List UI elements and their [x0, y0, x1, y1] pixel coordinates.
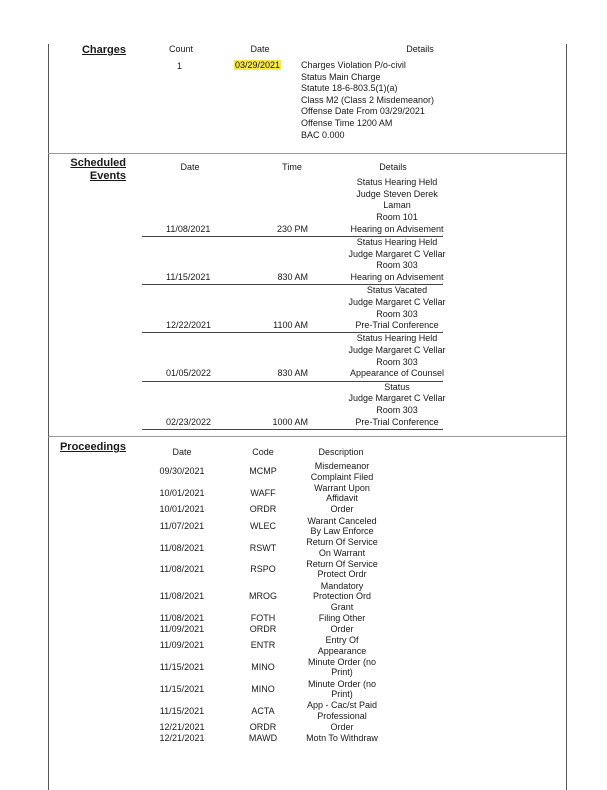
proceeding-code: WLEC [249, 520, 276, 531]
left-border [48, 44, 49, 790]
event-detail-line: Room 303 [376, 308, 418, 319]
proceeding-date: 11/15/2021 [159, 705, 205, 716]
event-date: 11/08/2021 [166, 223, 211, 234]
proceeding-description-line: Warant Canceled [307, 515, 377, 526]
proceeding-date: 12/21/2021 [159, 721, 205, 732]
event-details [337, 285, 457, 332]
proceeding-date: 11/08/2021 [159, 564, 205, 575]
event-detail-line: Room 101 [376, 212, 418, 223]
event-detail-line: Hearing on Advisement [350, 272, 444, 282]
event-date: 11/15/2021 [166, 272, 211, 282]
proceeding-description-line: Appearance [317, 645, 367, 656]
proceeding-date: 11/09/2021 [159, 624, 205, 634]
events-time-header: Time [282, 162, 302, 172]
proceeding-description [297, 624, 387, 635]
event-detail-line: Judge Steven Derek [356, 188, 438, 199]
events-title-line1: Scheduled [70, 157, 126, 169]
proceeding-code: ORDR [249, 721, 277, 732]
proceeding-description [297, 700, 387, 721]
event-time: 1100 AM [273, 320, 308, 331]
proceeding-code: WAFF [250, 488, 276, 498]
event-detail-line: Pre-Trial Conference [355, 416, 439, 427]
proceeding-description-line: Warrant Upon [314, 482, 370, 493]
proceeding-description-line: App - Cac/st Paid [306, 700, 378, 711]
proceeding-date: 11/15/2021 [159, 662, 205, 673]
proceeding-date: 11/07/2021 [159, 520, 205, 531]
event-detail-line: Judge Margaret C Vellar [348, 345, 446, 355]
event-detail-line: Pre-Trial Conference [355, 320, 439, 331]
charge-detail-line: Class M2 (Class 2 Misdemeanor) [301, 94, 435, 105]
proceeding-description-line: Motn To Withdraw [306, 733, 378, 743]
proceeding-date: 11/09/2021 [159, 640, 205, 651]
event-detail-line: Status Vacated [366, 285, 428, 296]
charge-detail-line: Status Main Charge [301, 71, 381, 82]
proceeding-description-line: Order [330, 721, 354, 732]
proceeding-description-line: By Law Enforce [310, 526, 374, 537]
proceeding-description [297, 559, 387, 580]
proceeding-description [297, 722, 387, 733]
charges-date-header: Date [250, 44, 270, 54]
proceeding-code: FOTH [250, 612, 276, 623]
proceeding-description-line: Order [330, 504, 354, 515]
proceeding-description [297, 516, 387, 537]
event-detail-line: Judge Margaret C Vellar [348, 296, 446, 307]
proceeding-description-line: Entry Of [325, 635, 359, 646]
proceeding-description [297, 504, 387, 515]
event-date: 01/05/2022 [166, 368, 212, 379]
proceeding-description-line: Complaint Filed [310, 471, 374, 482]
proceeding-code: MROG [249, 591, 277, 602]
proceeding-description [297, 537, 387, 558]
charges-details-header: Details [406, 44, 434, 54]
proceeding-description [297, 635, 387, 656]
charges-title: Charges [81, 44, 126, 56]
event-time: 230 PM [276, 223, 308, 234]
proceedings-code-header: Code [252, 447, 274, 457]
event-time: 830 AM [277, 272, 308, 282]
proceeding-description-line: Return Of Service [306, 558, 378, 569]
charge-detail-line: Statute 18-6-803.5(1)(a) [301, 83, 398, 94]
event-detail-line: Status Hearing Held [356, 177, 438, 187]
proceeding-code: MINO [251, 683, 275, 694]
proceeding-description [297, 679, 387, 700]
proceeding-description-line: On Warrant [318, 547, 366, 558]
proceeding-code: RSPO [250, 564, 276, 575]
proceeding-description [297, 657, 387, 678]
proceeding-date: 11/15/2021 [159, 683, 205, 694]
event-time: 1000 AM [272, 416, 308, 427]
event-detail-line: Status Hearing Held [356, 333, 438, 344]
event-details [337, 237, 457, 284]
event-detail-line: Status Hearing Held [356, 236, 438, 247]
event-detail-line: Room 303 [376, 404, 418, 415]
proceeding-description-line: Grant [330, 601, 354, 612]
event-detail-line: Room 303 [376, 260, 418, 271]
events-date-header: Date [180, 162, 200, 172]
proceeding-code: MAWD [248, 733, 278, 743]
proceeding-description-line: Filing Other [318, 612, 366, 623]
event-detail-line: Hearing on Advisement [350, 223, 444, 234]
proceeding-description [297, 581, 387, 613]
event-detail-line: Laman [383, 200, 411, 211]
proceeding-description-line: Print) [331, 689, 353, 700]
charge-detail-line: Offense Date From 03/29/2021 [301, 106, 425, 117]
proceeding-description-line: Order [330, 624, 354, 634]
proceeding-date: 11/08/2021 [159, 542, 205, 553]
proceeding-date: 12/21/2021 [159, 733, 205, 743]
proceeding-code: MCMP [249, 466, 277, 477]
proceeding-date: 10/01/2021 [159, 504, 205, 515]
event-detail-line: Judge Margaret C Vellar [348, 393, 446, 404]
event-detail-line: Judge Margaret C Vellar [348, 248, 446, 259]
section-divider [48, 153, 566, 154]
events-title-line2: Events [89, 170, 126, 182]
event-details [337, 333, 457, 380]
proceeding-description-line: Minute Order (no [307, 678, 377, 689]
proceeding-description-line: Protect Ordr [317, 569, 367, 580]
event-details [337, 382, 457, 429]
proceeding-code: MINO [251, 662, 275, 673]
proceeding-date: 11/08/2021 [159, 612, 205, 623]
event-time: 830 AM [277, 368, 308, 379]
charge-details [301, 60, 434, 141]
charge-count: 1 [177, 61, 183, 71]
proceeding-description-line: Return Of Service [306, 537, 378, 548]
proceeding-code: ACTA [251, 705, 275, 716]
event-date: 12/22/2021 [166, 320, 212, 331]
proceeding-description [297, 613, 387, 624]
proceedings-description-header: Description [318, 447, 364, 457]
event-date: 02/23/2022 [166, 416, 212, 427]
events-details-header: Details [379, 162, 407, 172]
charge-date-highlight: 03/29/2021 [235, 60, 281, 70]
charge-date [234, 60, 281, 70]
event-detail-line: Status [384, 381, 410, 392]
event-detail-line: Appearance of Counsel [349, 368, 445, 379]
proceeding-description [297, 733, 387, 744]
proceeding-date: 11/08/2021 [159, 591, 205, 602]
proceeding-description-line: Mandatory [320, 580, 364, 591]
proceeding-date: 10/01/2021 [159, 488, 205, 498]
proceeding-date: 09/30/2021 [159, 466, 205, 477]
proceedings-title: Proceedings [59, 441, 126, 453]
proceeding-code: RSWT [249, 542, 277, 553]
charge-detail-line: BAC 0.000 [301, 129, 345, 140]
charge-detail-line: Offense Time 1200 AM [301, 117, 393, 128]
proceeding-code: ENTR [250, 640, 276, 651]
proceeding-description-line: Protection Ord [312, 591, 372, 602]
events-title [60, 157, 126, 183]
proceedings-date-header: Date [172, 447, 192, 457]
event-row-divider [142, 429, 443, 430]
proceeding-code: ORDR [249, 504, 277, 515]
proceeding-description-line: Affidavit [326, 493, 358, 504]
right-border [566, 44, 567, 790]
proceeding-description [297, 461, 387, 482]
proceeding-code: ORDR [249, 624, 277, 634]
proceeding-description-line: Minute Order (no [307, 656, 377, 667]
section-divider [48, 436, 566, 437]
charge-detail-line: Charges Violation P/o-civil [301, 60, 406, 70]
proceeding-description-line: Professional [317, 710, 367, 721]
proceeding-description-line: Print) [331, 667, 353, 678]
proceeding-description-line: Misdemeanor [314, 461, 370, 471]
event-details [337, 177, 457, 236]
proceeding-description [297, 483, 387, 504]
event-detail-line: Room 303 [376, 356, 418, 367]
charges-count-header: Count [168, 44, 194, 54]
